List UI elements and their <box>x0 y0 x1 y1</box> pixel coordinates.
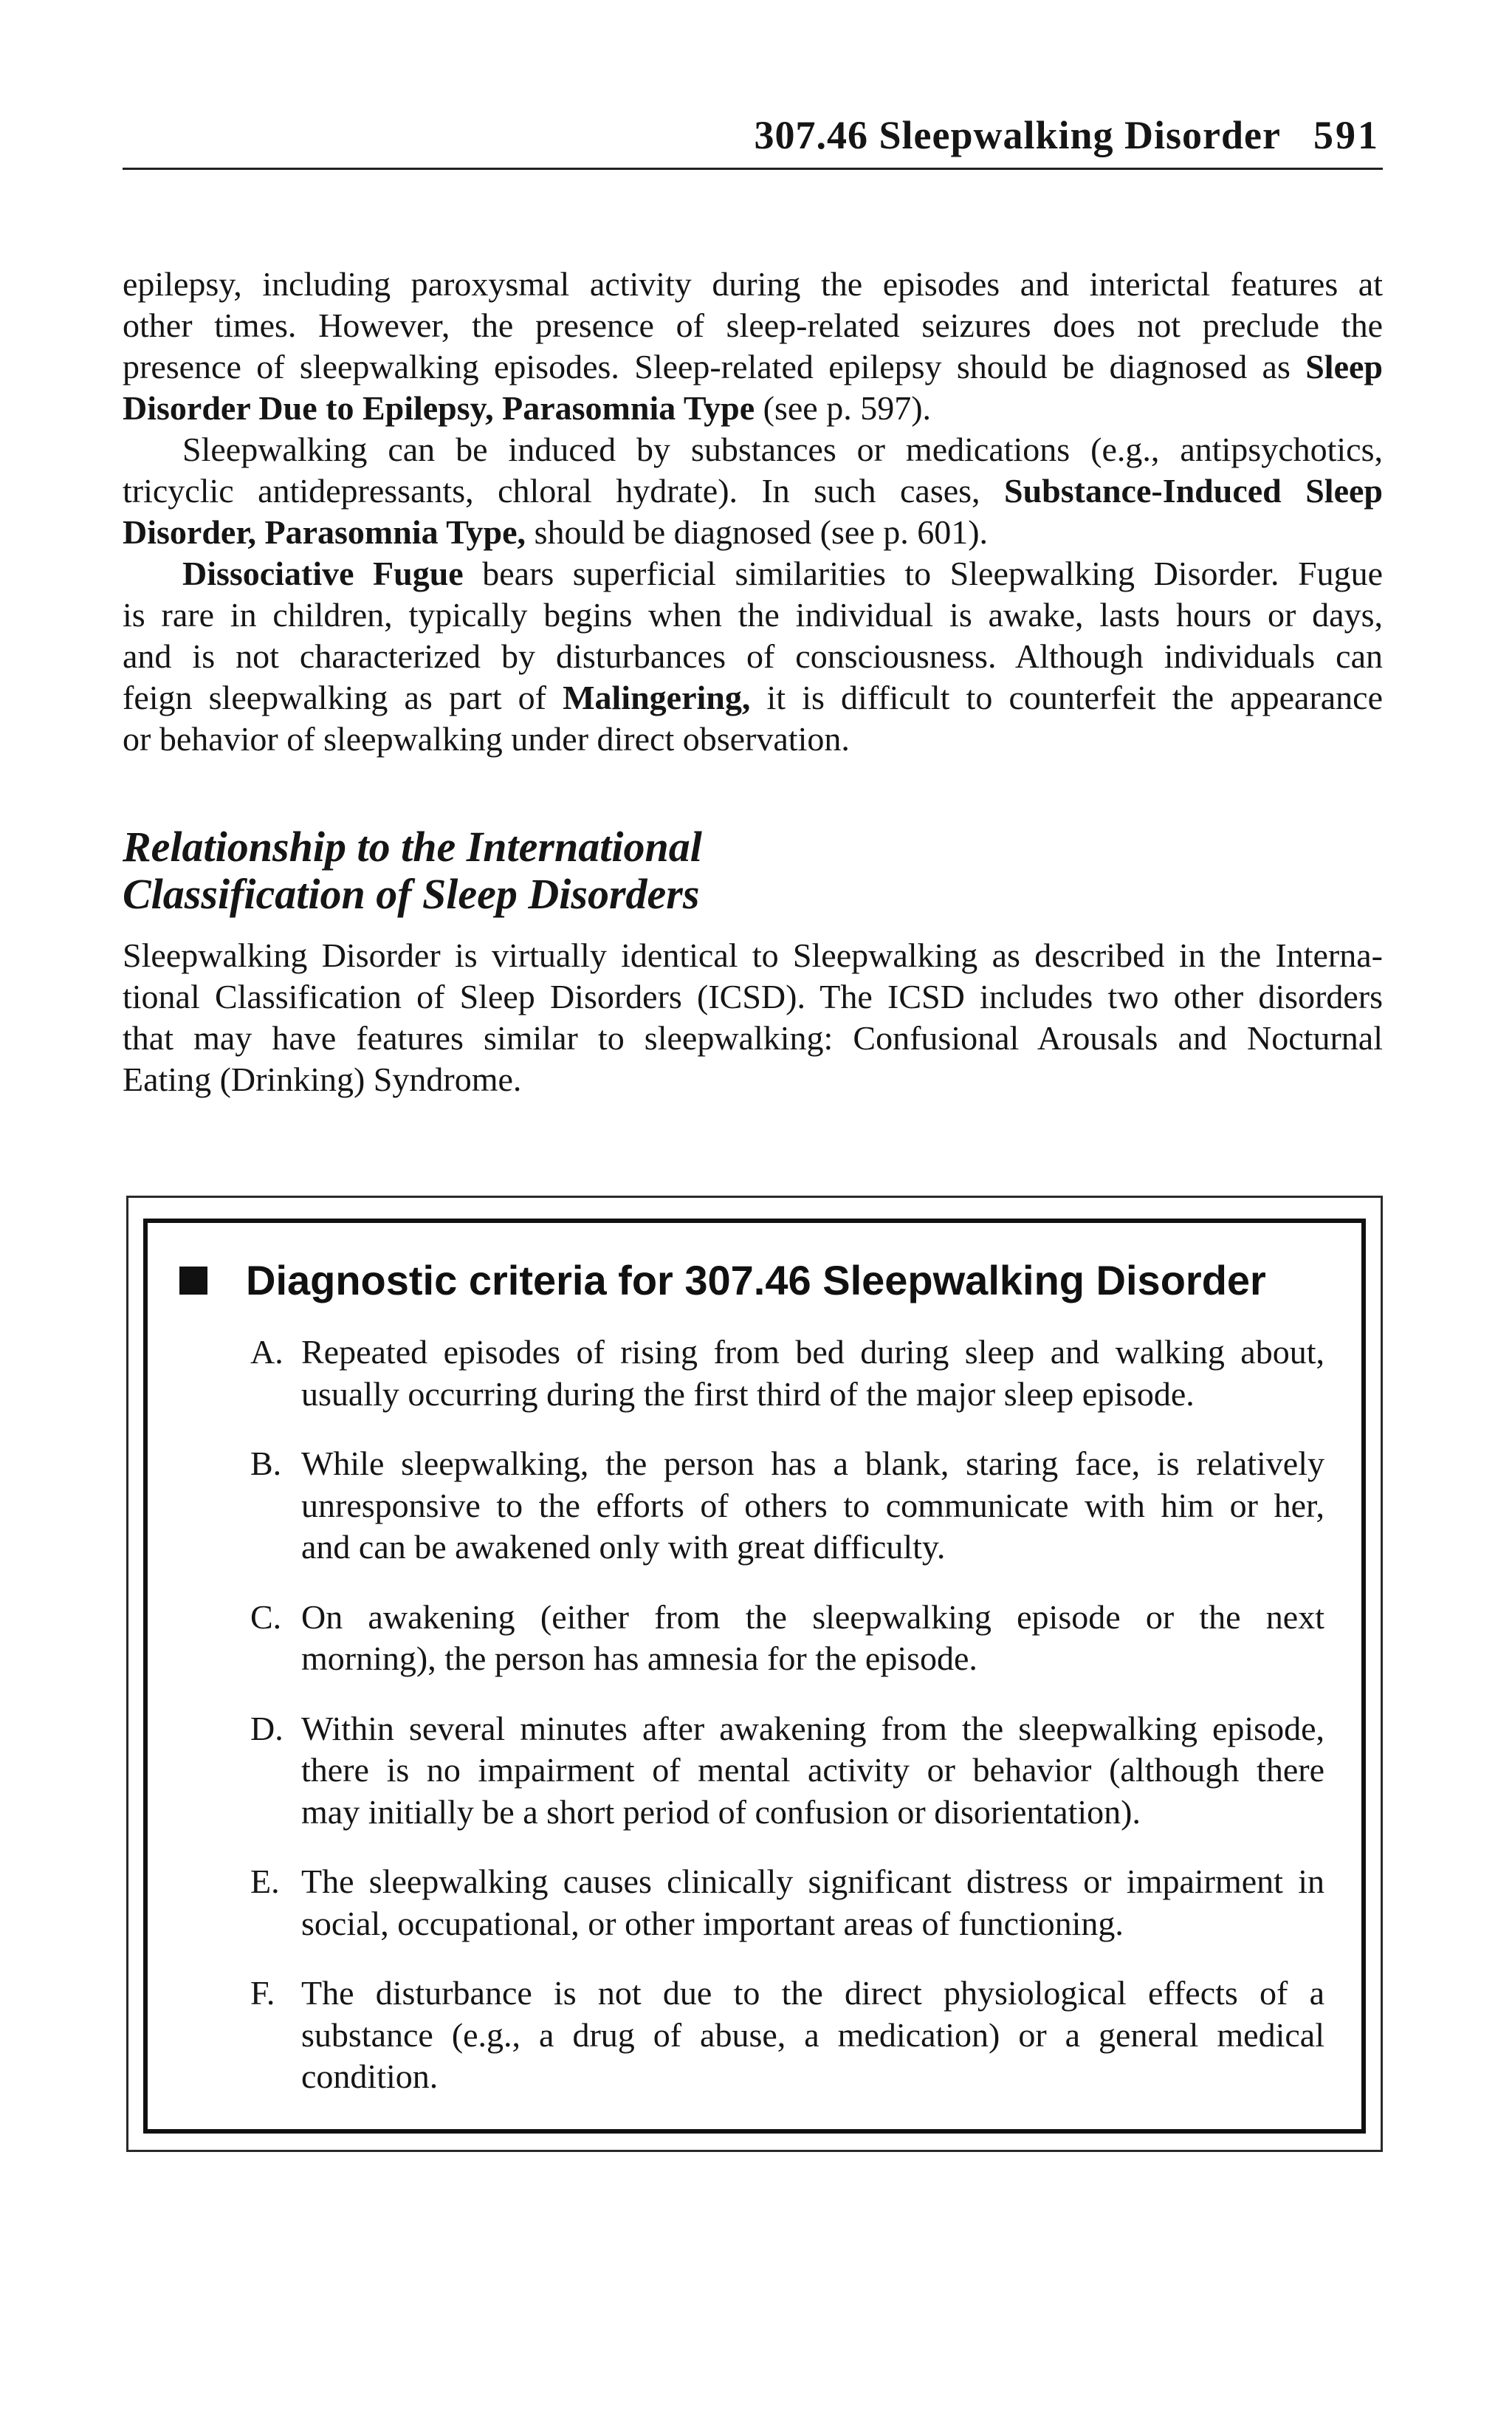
section-heading-line: Relationship to the International <box>123 823 702 871</box>
text-line <box>123 636 1383 677</box>
section-heading <box>123 823 1383 918</box>
text-line <box>123 470 1383 512</box>
bold-term: Sleep <box>1305 348 1383 385</box>
criteria-item-text <box>301 1973 1324 2098</box>
text-segment: bears superficial similarities to Sleepwalking Disorder. Fugue <box>463 555 1383 592</box>
bold-term: Dissociative Fugue <box>182 555 464 592</box>
criteria-item-letter: F. <box>250 1974 275 2012</box>
text-line: Sleepwalking Disorder is virtually identical to Sleepwalking as described in the Interna- <box>123 936 1383 974</box>
text-line <box>123 305 1383 346</box>
section-paragraph <box>123 935 1383 1100</box>
text-line: morning), the person has amnesia for the episode. <box>301 1639 977 1677</box>
bold-term: Substance-Induced Sleep <box>1003 472 1383 510</box>
header-rule <box>123 168 1383 170</box>
criteria-item-letter: A. <box>250 1333 284 1371</box>
text-line: On awakening (either from the sleepwalking episode or the next <box>301 1597 1324 1636</box>
bold-term: Disorder Due to Epilepsy, Parasomnia Type <box>123 389 755 427</box>
text-segment: presence of sleepwalking episodes. Sleep-related epilepsy should be diagnosed as <box>123 348 1306 385</box>
text-line: that may have features similar to sleepwalking: Confusional Arousals and Nocturnal <box>123 1019 1383 1057</box>
text-segment: and is not characterized by disturbances of consciousness. Although individuals can <box>123 637 1383 675</box>
criteria-title: Diagnostic criteria for 307.46 Sleepwalking Disorder <box>246 1257 1266 1303</box>
text-segment: tricyclic antidepressants, chloral hydrate). In such cases, <box>123 472 1004 510</box>
text-segment: feign sleepwalking as part of <box>123 679 563 716</box>
criteria-item <box>250 1861 1324 1944</box>
text-line <box>123 429 1383 470</box>
text-line <box>123 512 1383 553</box>
text-line: social, occupational, or other important areas of functioning. <box>301 1904 1124 1942</box>
criteria-item <box>250 1973 1324 2098</box>
page-number: 591 <box>1313 113 1380 157</box>
criteria-item-letter: E. <box>250 1863 280 1900</box>
text-line <box>123 553 1383 594</box>
text-line: Repeated episodes of rising from bed during sleep and walking about, <box>301 1333 1324 1371</box>
text-segment: (see p. 597). <box>755 389 932 427</box>
text-line: The sleepwalking causes clinically significant distress or impairment in <box>301 1863 1324 1900</box>
text-segment: Sleepwalking can be induced by substances or medications (e.g., antipsychotics, <box>182 431 1383 468</box>
criteria-item-text <box>301 1708 1324 1834</box>
paragraph <box>123 429 1383 553</box>
body-text <box>123 264 1383 760</box>
text-line: Eating (Drinking) Syndrome. <box>123 1060 522 1098</box>
text-line <box>123 264 1383 305</box>
text-segment: epilepsy, including paroxysmal activity during the episodes and interictal features at <box>123 265 1383 303</box>
text-line <box>123 594 1383 636</box>
text-line <box>123 677 1383 719</box>
text-line: While sleepwalking, the person has a blank, staring face, is relatively <box>301 1445 1324 1482</box>
text-line: unresponsive to the efforts of others to communicate with him or her, <box>301 1486 1324 1524</box>
text-segment: it is difficult to counterfeit the appearance <box>750 679 1383 716</box>
text-line: may initially be a short period of confusion or disorientation). <box>301 1792 1141 1831</box>
text-segment: other times. However, the presence of sleep-related seizures does not preclude the <box>123 306 1383 344</box>
text-line <box>123 388 1383 429</box>
criteria-item-text <box>301 1597 1324 1680</box>
criteria-item-letter: D. <box>250 1709 284 1747</box>
criteria-item-letter: B. <box>250 1445 282 1482</box>
bold-term: Malingering, <box>563 679 751 716</box>
text-segment: or behavior of sleepwalking under direct observation. <box>123 720 850 758</box>
text-line <box>123 719 1383 760</box>
criteria-item <box>250 1597 1324 1680</box>
criteria-item-text <box>301 1443 1324 1569</box>
criteria-item <box>250 1708 1324 1834</box>
criteria-list <box>250 1332 1324 2126</box>
paragraph <box>123 264 1383 429</box>
text-segment: is rare in children, typically begins when the individual is awake, lasts hours or days, <box>123 596 1383 634</box>
text-line: condition. <box>301 2057 439 2095</box>
black-square-icon <box>179 1267 207 1295</box>
text-line: Within several minutes after awakening from the sleepwalking episode, <box>301 1709 1324 1747</box>
text-line: The disturbance is not due to the direct physiological effects of a <box>301 1974 1324 2012</box>
text-line <box>123 346 1383 388</box>
criteria-item-text <box>301 1332 1324 1415</box>
paragraph <box>123 553 1383 760</box>
text-line: tional Classification of Sleep Disorders (ICSD). The ICSD includes two other disorders <box>123 978 1383 1015</box>
text-line: usually occurring during the first third of the major sleep episode. <box>301 1374 1195 1413</box>
text-line: and can be awakened only with great difficulty. <box>301 1528 946 1566</box>
text-line: substance (e.g., a drug of abuse, a medication) or a general medical <box>301 2015 1324 2054</box>
section-heading-line: Classification of Sleep Disorders <box>123 870 700 918</box>
text-segment: should be diagnosed (see p. 601). <box>526 513 989 551</box>
bold-term: Disorder, Parasomnia Type, <box>123 513 526 551</box>
criteria-item-text <box>301 1861 1324 1944</box>
running-head <box>123 111 1380 160</box>
criteria-item <box>250 1332 1324 1415</box>
criteria-item-letter: C. <box>250 1597 282 1636</box>
running-head-title: 307.46 Sleepwalking Disorder <box>754 113 1281 157</box>
criteria-item <box>250 1443 1324 1569</box>
text-line: there is no impairment of mental activity or behavior (although there <box>301 1751 1324 1789</box>
